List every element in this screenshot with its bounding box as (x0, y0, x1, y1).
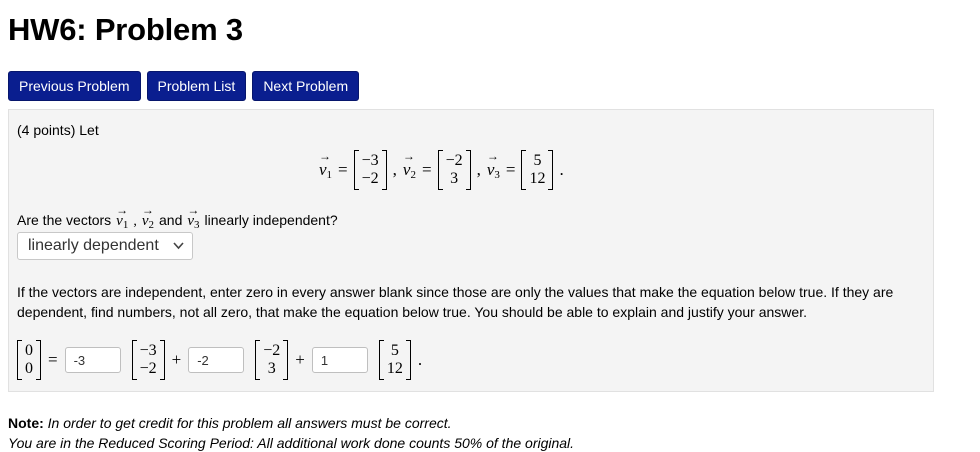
chevron-down-icon (173, 237, 184, 255)
next-problem-button[interactable]: Next Problem (252, 71, 359, 101)
v3-top: 5 (533, 152, 542, 169)
previous-problem-button[interactable]: Previous Problem (8, 71, 141, 101)
instructions-text: If the vectors are independent, enter zero in every answer blank since those are only the values that make the equation below true. If they are dependent, find numbers, not all zero, that make the equation below true. You should be able to explain and justify your answer. (17, 284, 894, 320)
answer-equation: 0 0 = -3 −3 −2 + -2 −2 3 + 1 5 12 . (17, 340, 422, 380)
v1-bottom: −2 (361, 170, 379, 187)
reduced-scoring-note: You are in the Reduced Scoring Period: All additional work done counts 50% of the original. (8, 435, 575, 451)
note-text: In order to get credit for this problem all answers must be correct. (47, 415, 452, 431)
v3-bottom: 12 (529, 170, 546, 187)
page-title: HW6: Problem 3 (8, 12, 243, 47)
v3-symbol: → $v_3$ (486, 148, 500, 181)
coefficient-1-input[interactable] (65, 347, 121, 373)
note-label: Note: (8, 415, 44, 431)
v2-symbol: → $v_2$ (402, 148, 416, 181)
q-v3-symbol: → $v_3$ (187, 203, 200, 231)
problem-navigation (8, 71, 359, 101)
v3-matrix (521, 150, 553, 190)
eq-v1-matrix: −3 −2 (132, 340, 165, 380)
coefficient-2-input[interactable] (188, 347, 244, 373)
independence-question: Are the vectors → $v_1$ , → $v_2$ and → $v_3$ linearly independent? (17, 203, 338, 231)
q-v2-symbol: → $v_2$ (141, 203, 154, 231)
zero-vector-matrix: 0 0 (17, 340, 41, 380)
q-v1-symbol: → $v_1$ (116, 203, 129, 231)
select-value: linearly dependent (28, 237, 159, 254)
problem-intro: (4 points) Let (17, 122, 99, 138)
coefficient-3-input[interactable] (312, 347, 368, 373)
independence-select[interactable] (17, 232, 193, 260)
eq-v3-matrix: 5 12 (379, 340, 411, 380)
v2-matrix (438, 150, 471, 190)
eq-v2-matrix: −2 3 (255, 340, 288, 380)
v1-top: −3 (361, 152, 379, 169)
vector-definitions: → $v_1$ = −3 −2 , → $v_2$ = −2 3 , → $v_3$ = 5 12 . (319, 150, 564, 190)
v1-symbol: → $v_1$ (319, 148, 333, 181)
problem-panel (8, 109, 934, 392)
v2-bottom: 3 (450, 170, 459, 187)
credit-note (8, 415, 452, 431)
v1-matrix (354, 150, 387, 190)
v2-top: −2 (445, 152, 463, 169)
problem-list-button[interactable]: Problem List (147, 71, 247, 101)
